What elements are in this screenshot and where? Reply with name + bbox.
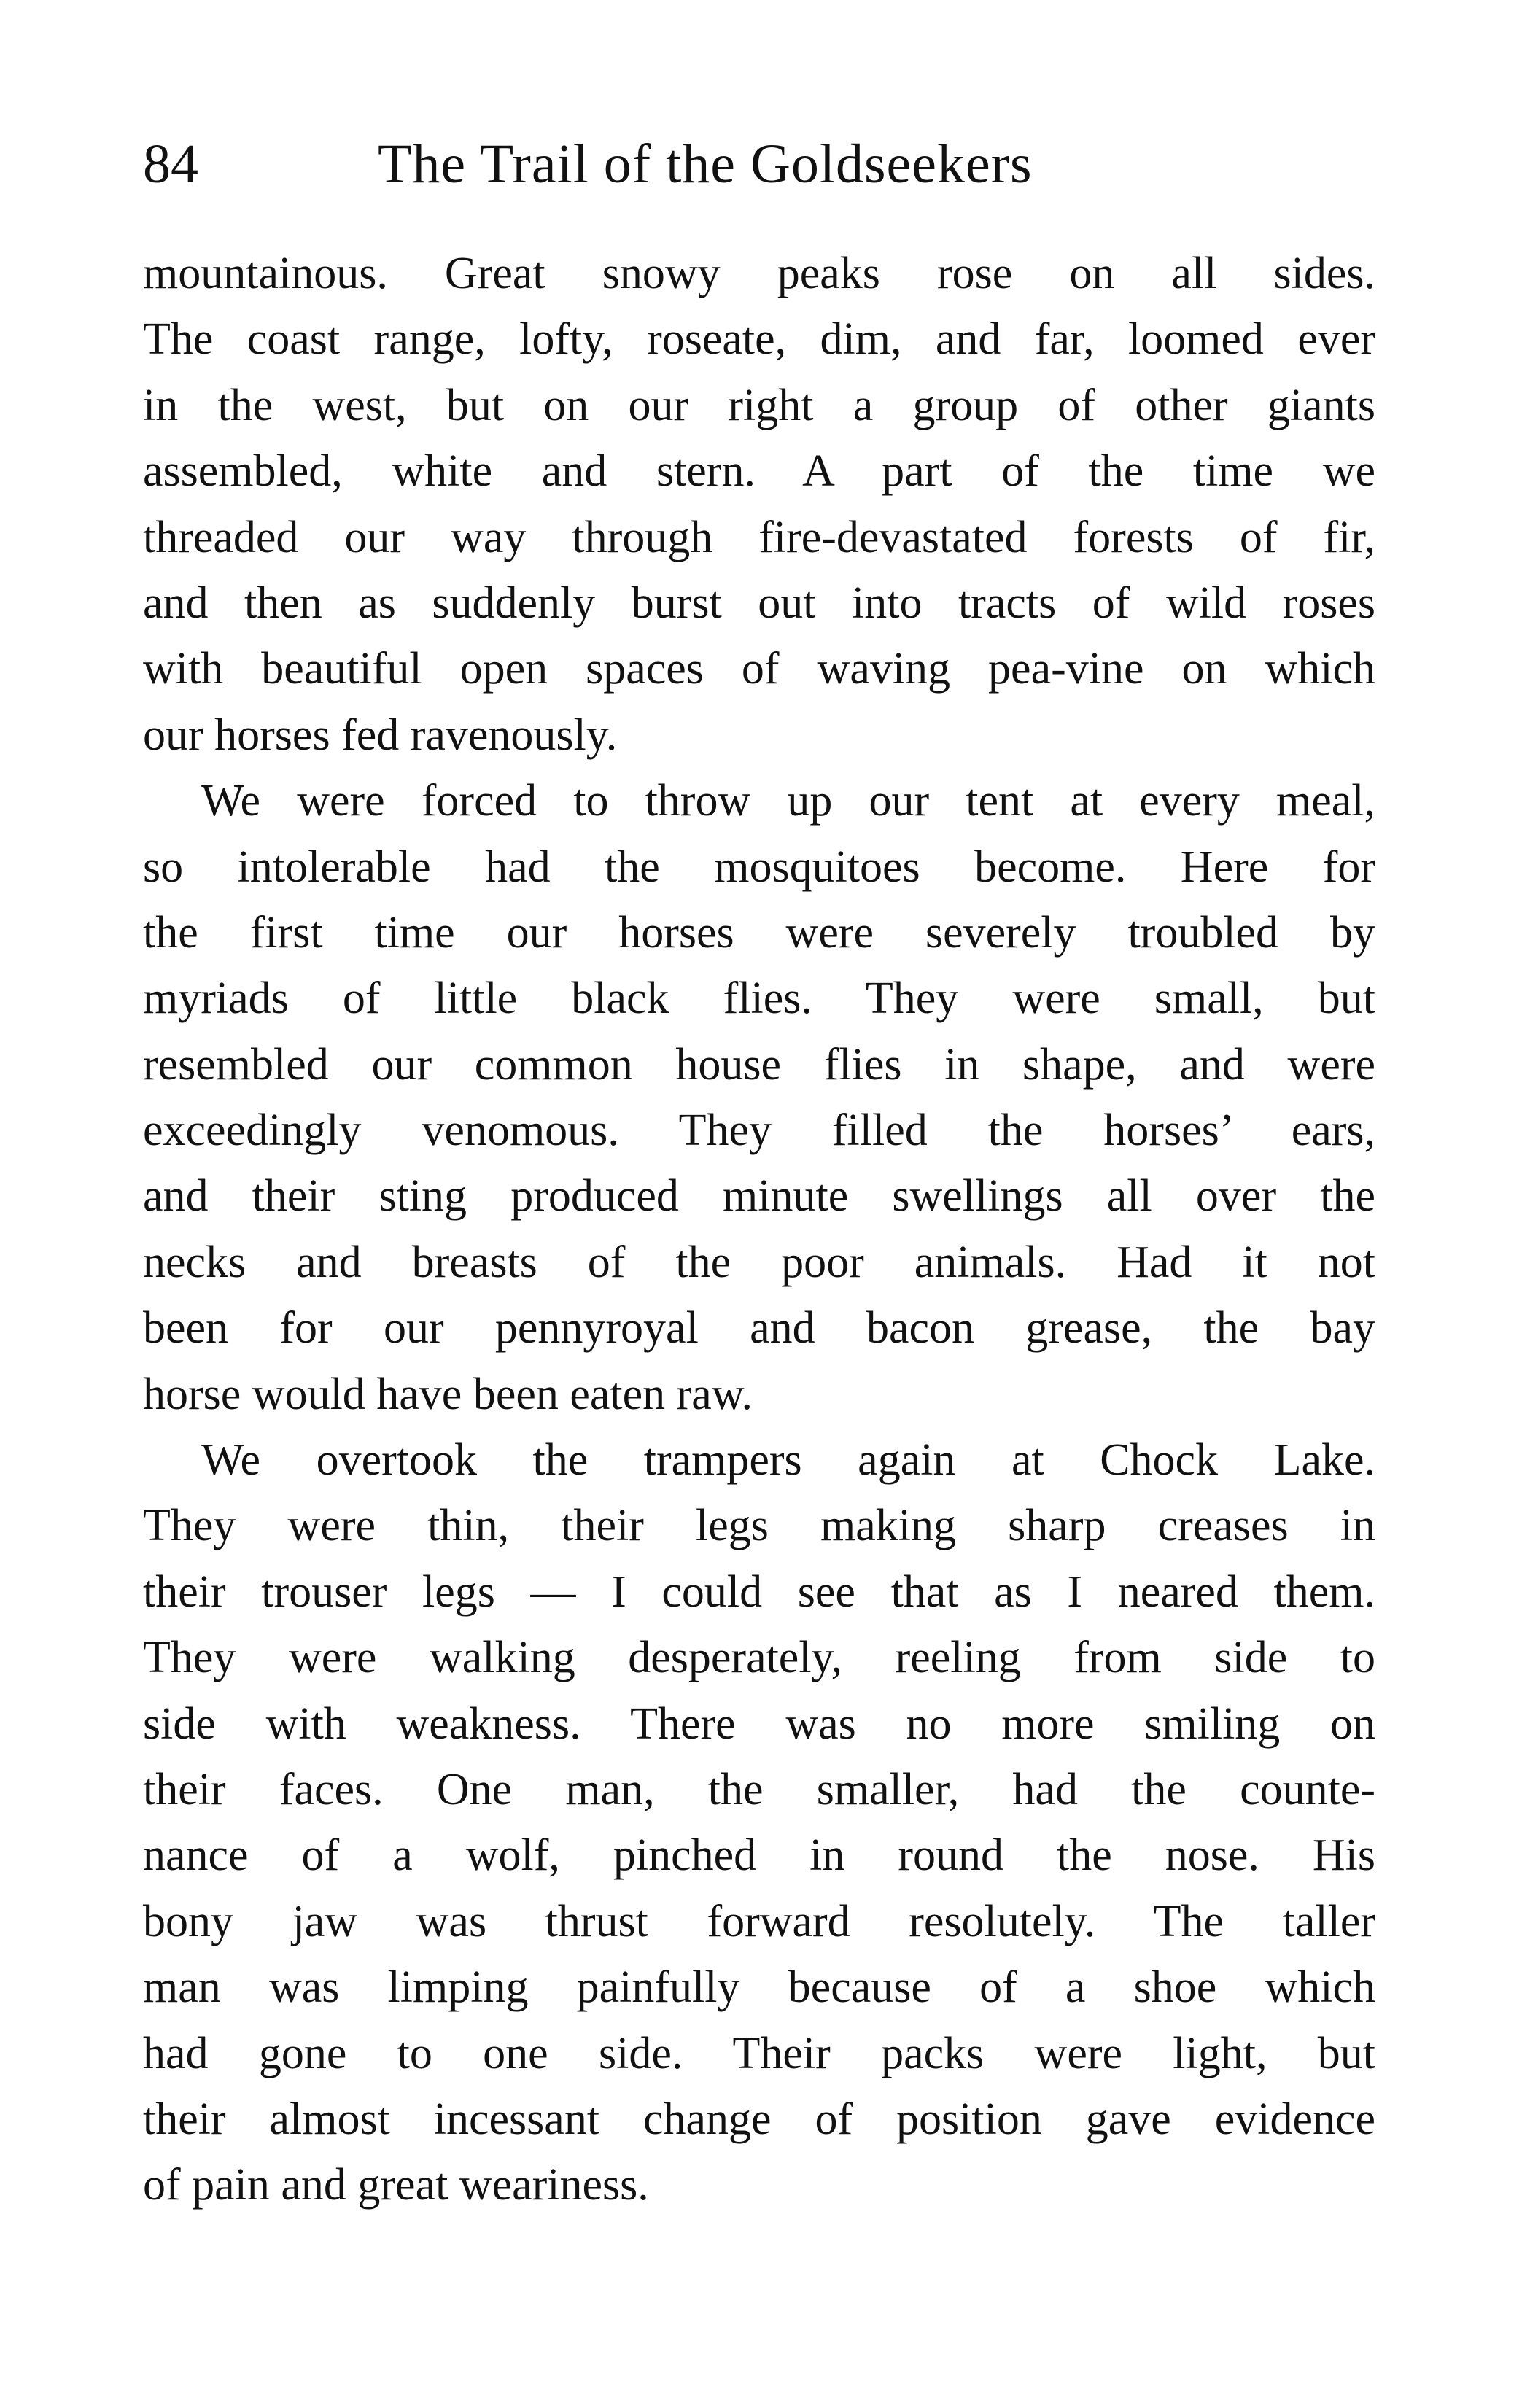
text-line: with beautiful open spaces of waving pea-vine on which	[143, 644, 1375, 694]
text-line: been for our pennyroyal and bacon grease, the bay	[143, 1303, 1375, 1353]
paragraph-3	[143, 1427, 1375, 2218]
text-line: their trouser legs — I could see that as I neared them.	[143, 1566, 1375, 1617]
paragraph-2	[143, 768, 1375, 1427]
text-line: of pain and great weariness.	[143, 2160, 649, 2210]
page-number: 84	[143, 133, 198, 195]
text-line: had gone to one side. Their packs were light, but	[143, 2028, 1375, 2078]
text-line: man was limping painfully because of a shoe which	[143, 1962, 1375, 2013]
text-line: They were thin, their legs making sharp creases in	[143, 1501, 1375, 1551]
text-line: myriads of little black flies. They were small, but	[143, 974, 1375, 1024]
text-line: in the west, but on our right a group of other giants	[143, 380, 1375, 430]
text-line: bony jaw was thrust forward resolutely. The taller	[143, 1896, 1375, 1946]
text-line: their almost incessant change of position gave evidence	[143, 2094, 1375, 2144]
text-line: the first time our horses were severely troubled by	[143, 907, 1375, 958]
text-line: horse would have been eaten raw.	[143, 1369, 753, 1419]
text-line: nance of a wolf, pinched in round the nose. His	[143, 1830, 1375, 1881]
body-text	[143, 241, 1375, 2218]
text-line: necks and breasts of the poor animals. Had it not	[143, 1237, 1375, 1287]
text-line: exceedingly venomous. They filled the horses’ ears,	[143, 1106, 1375, 1156]
text-line: They were walking desperately, reeling from side to	[143, 1633, 1375, 1683]
text-line: our horses fed ravenously.	[143, 710, 618, 760]
text-line: mountainous. Great snowy peaks rose on all sides.	[143, 249, 1375, 298]
text-line: We were forced to throw up our tent at every meal,	[201, 776, 1375, 826]
text-line: their faces. One man, the smaller, had the counte-	[143, 1764, 1375, 1814]
text-line: The coast range, lofty, roseate, dim, and far, loomed ever	[143, 314, 1375, 365]
page-header	[143, 124, 1375, 204]
text-line: so intolerable had the mosquitoes become. Here for	[143, 842, 1375, 892]
text-line: assembled, white and stern. A part of the time we	[143, 446, 1375, 497]
text-line: and their sting produced minute swellings all over the	[143, 1171, 1375, 1222]
text-line: resembled our common house flies in shape, and were	[143, 1039, 1375, 1090]
paragraph-1	[143, 241, 1375, 768]
text-line: We overtook the trampers again at Chock Lake.	[201, 1435, 1375, 1485]
running-title: The Trail of the Goldseekers	[378, 133, 1033, 195]
text-line: side with weakness. There was no more smiling on	[143, 1698, 1375, 1749]
text-line: threaded our way through fire-devastated forests of fir,	[143, 512, 1375, 562]
text-line: and then as suddenly burst out into tracts of wild roses	[143, 578, 1375, 628]
